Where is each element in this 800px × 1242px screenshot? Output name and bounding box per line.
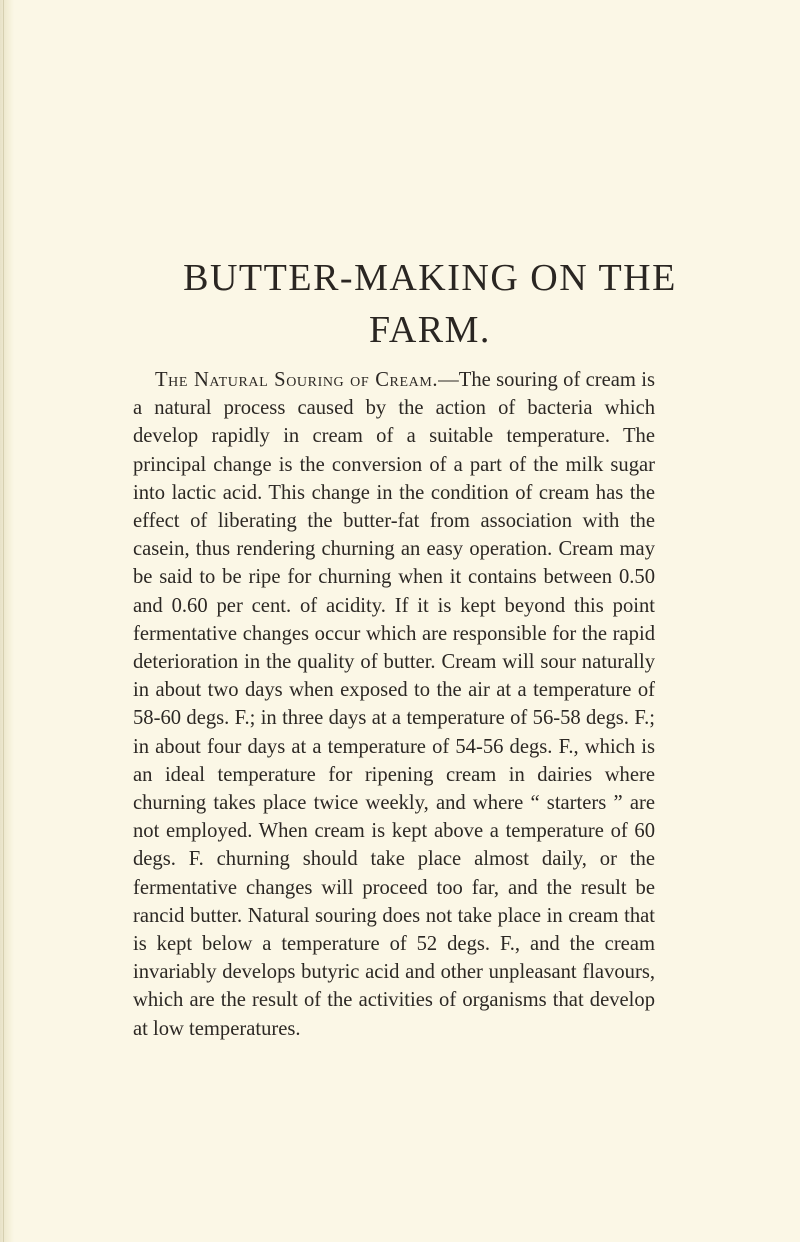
title-line-1: BUTTER-MAKING ON THE — [183, 257, 677, 299]
title-line-2: FARM. — [369, 309, 491, 351]
page-title — [80, 252, 780, 356]
page-binding-line — [3, 0, 4, 1242]
section-heading: The Natural Souring of Cream. — [155, 369, 439, 391]
body-paragraph — [133, 366, 655, 1043]
paragraph-text: —The souring of cream is a natural process caused by the action of bacteria which develop rapidly in cream of a suitable temperature. The principal change is the conversion of a part of the milk sugar into lactic acid. This change in the condition of cream has the effect of liberating the butter-fat from association with the casein, thus rendering churning an easy operation. Cream may be said to be ripe for churning when it contains between 0.50 and 0.60 per cent. of acidity. If it is kept beyond this point fermentative changes occur which are responsible for the rapid deterioration in the quality of butter. Cream will sour naturally in about two days when exposed to the air at a temperature of 58-60 degs. F.; in three days at a temperature of 56-58 degs. F.; in about four days at a temperature of 54-56 degs. F., which is an ideal temperature for ripening cream in dairies where churning takes place twice weekly, and where “ starters ” are not employed. When cream is kept above a temperature of 60 degs. F. churning should take place almost daily, or the fermentative changes will proceed too far, and the result be rancid butter. Natural souring does not take place in cream that is kept below a temperature of 52 degs. F., and the cream invariably develops butyric acid and other unpleasant flavours, which are the result of the activities of organisms that develop at low temperatures. — [133, 369, 655, 1040]
